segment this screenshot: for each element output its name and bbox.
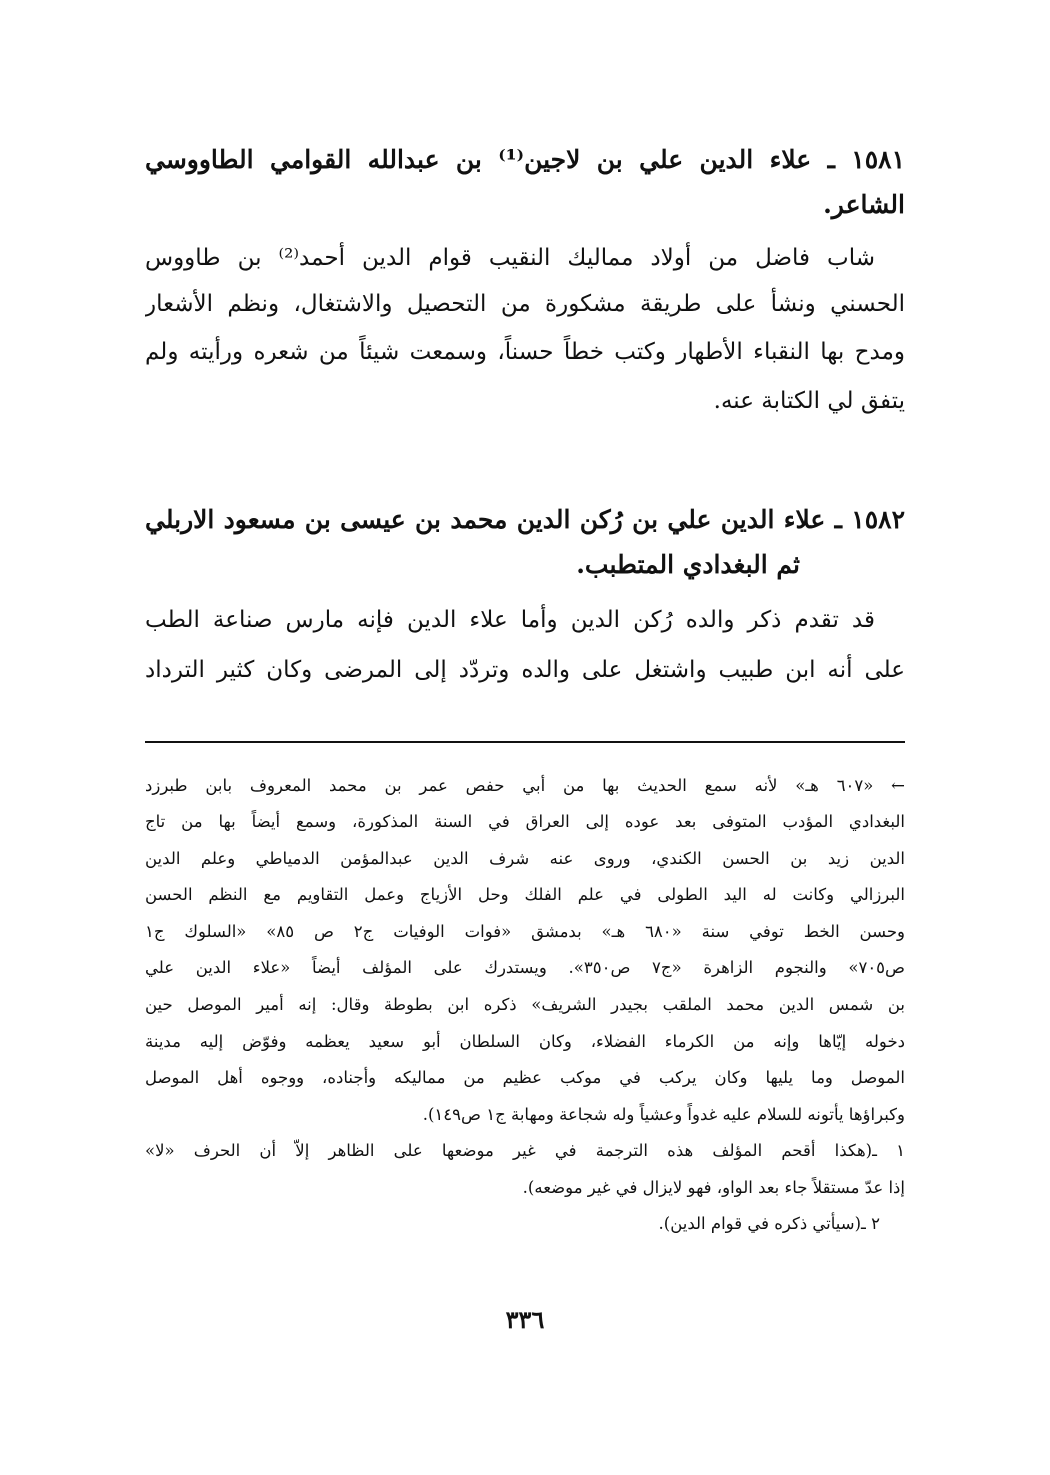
entry-heading: ١٥٨٢ ـ علاء الدين علي بن رُكن الدين محمد بن عيسى بن مسعود الاربلي [145, 505, 905, 534]
footnote-line: الموصل وما يليها وكان يركب في موكب عظيم من مماليكه وأجناده، ووجوه أهل الموصل [145, 1068, 905, 1087]
entry-heading: ثم البغدادي المتطبب. [576, 550, 800, 579]
body-line: على أنه ابن طبيب واشتغل على والده وتردّد إلى المرضى وكان كثير الترداد [145, 657, 905, 683]
body-line: ومدح بها النقباء الأطهار وكتب خطاً حسناً، وسمعت شيئاً من شعره ورأيته ولم [145, 339, 905, 365]
footnote-2: ٢ ـ(سيأتي ذكره في قوام الدين). [658, 1214, 880, 1233]
entry-heading: ١٥٨١ ـ علاء الدين علي بن لاجين⁽¹⁾ بن عبدالله القوامي الطاووسي [145, 145, 905, 174]
page-number: ٣٣٦ [505, 1305, 545, 1334]
footnote-line: البغدادي المؤدب المتوفى بعد عوده إلى العراق في السنة المذكورة، وسمع أيضاً بها من تاج [145, 812, 905, 831]
body-line: يتفق لي الكتابة عنه. [713, 388, 905, 414]
footnote-1: ١ ـ(هكذا أقحم المؤلف هذه الترجمة في غير موضعها على الظاهر إلاّ أن الحرف «لا» [145, 1141, 905, 1160]
body-line: الحسني ونشأ على طريقة مشكورة من التحصيل والاشتغال، ونظم الأشعار [145, 291, 905, 317]
footnote-line: بن شمس الدين محمد الملقب بجيدر الشريف» ذكره ابن بطوطة وقال: إنه أمير الموصل حين [145, 995, 905, 1014]
footnote-line: وحسن الخط توفي سنة «٦٨٠ هـ» بدمشق «فوات الوفيات ج٢ ص ٨٥» «السلوك ج١ [145, 922, 905, 941]
entry-heading: الشاعر. [823, 190, 905, 219]
body-line: شاب فاضل من أولاد مماليك النقيب قوام الدين أحمد⁽²⁾ بن طاووس [145, 245, 875, 271]
footnote-line: وكبراؤها يأتونه للسلام عليه غدواً وعشياً وله شجاعة ومهابة ج١ ص١٤٩). [422, 1105, 905, 1124]
footnote-divider [145, 741, 905, 743]
footnote-line: ص٧٠٥» والنجوم الزاهرة «ج٧ ص٣٥٠». ويستدرك على المؤلف أيضاً «علاء الدين علي [145, 958, 905, 977]
footnote-line: البرزالي وكانت له اليد الطولى في علم الفلك وحل الأزياج وعمل التقاويم مع النظم الحسن [145, 885, 905, 904]
body-line: قد تقدم ذكر والده رُكن الدين وأما علاء الدين فإنه مارس صناعة الطب [145, 607, 875, 633]
footnote-1-cont: إذا عدّ مستقلاً جاء بعد الواو، فهو لايزال في غير موضعه). [522, 1178, 905, 1197]
footnote-line: دخوله إيّاها وإنه من الكرماء الفضلاء، وكان السلطان أبو سعيد يعظمه وفوّض إليه مدينة [145, 1032, 905, 1051]
footnote-line: ← «٦٠٧ هـ» لأنه سمع الحديث بها من أبي حفص عمر بن محمد المعروف بابن طبرزد [145, 776, 905, 795]
footnote-line: الدين زيد بن الحسن الكندي، وروى عنه شرف الدين عبدالمؤمن الدمياطي وعلم الدين [145, 849, 905, 868]
